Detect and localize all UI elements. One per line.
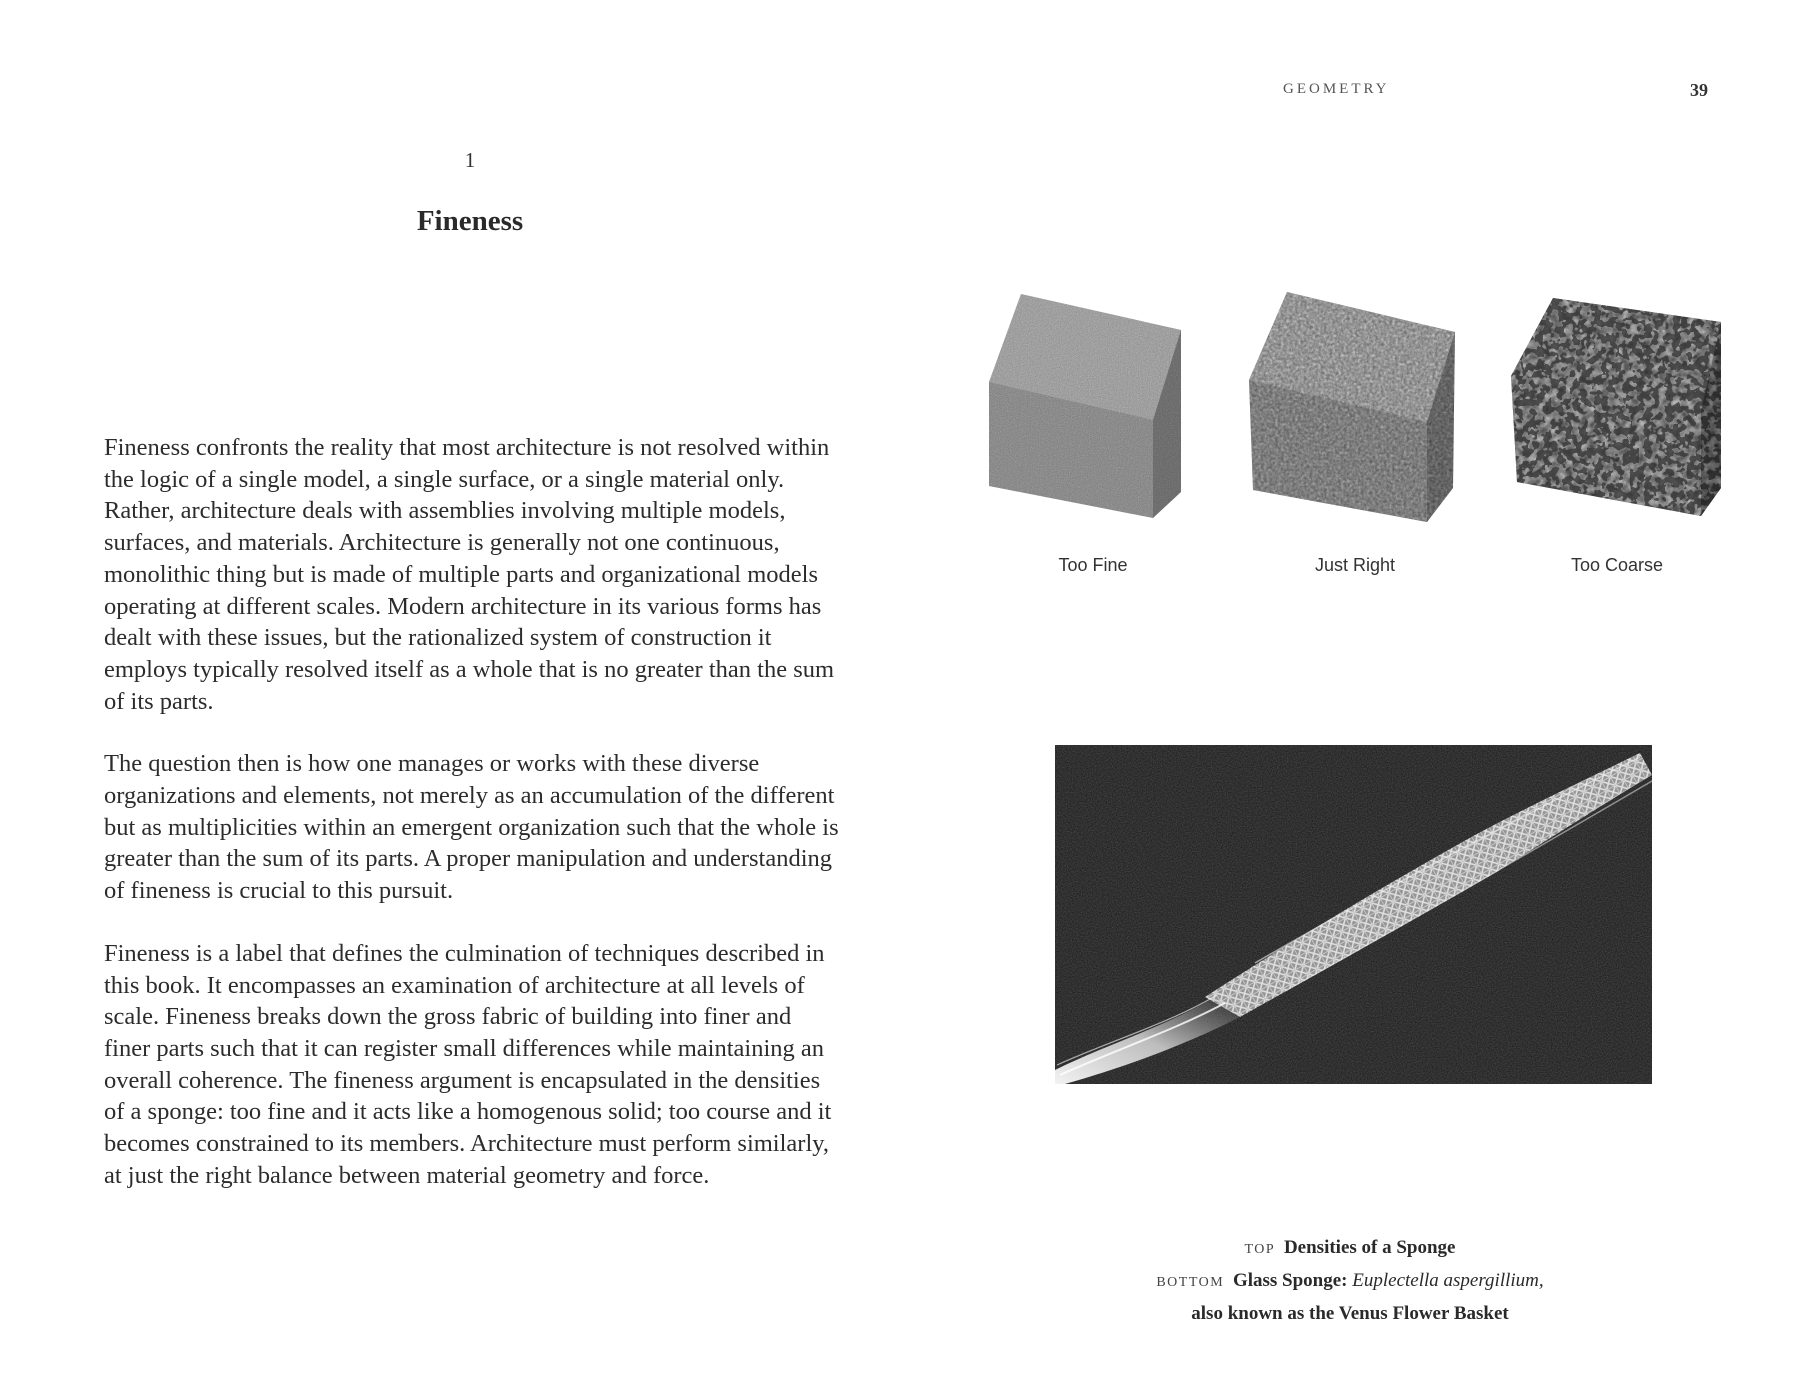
caption-bottom-title: Glass Sponge: [1232,1270,1348,1291]
sponge-label-too-coarse: Too Coarse [1570,555,1664,575]
sponge-too-coarse-image [1509,292,1725,522]
sponge-label-too-fine: Too Fine [1058,555,1128,575]
caption-bottom-species: Euplectella aspergillium, [1352,1270,1544,1291]
caption-bottom-aka [1090,1298,1610,1329]
paragraph-3: Fineness is a label that defines the culmination of techniques described in this book. It encompasses an examination of architecture at all levels of scale. Fineness breaks down the gross fabric of building into finer and finer parts such that it can register small differences while maintaining an overall coherence. The fineness argument is encapsulated in the densities of a sponge: too fine and it acts like a homogenous solid; too course and it becomes constrained to its members. Architecture must perform similarly, at just the right balance between material geometry and force. [104,939,832,1189]
glass-sponge-photo [1055,745,1652,1084]
running-head: GEOMETRY [1283,81,1390,97]
paragraph-2: The question then is how one manages or works with these diverse organizations and elements, not merely as an accumulation of the different but as multiplicities within an emergent organization such that the whole is greater than the sum of its parts. A proper manipulation and understanding of fineness is crucial to this pursuit. [104,750,839,905]
caption-bottom-aka-text: also known as the Venus Flower Basket [1191,1303,1509,1324]
caption-top-label: TOP [1244,1242,1276,1257]
sponge-too-fine-image [985,292,1201,522]
caption-bottom-label: BOTTOM [1156,1275,1225,1290]
sponge-too-coarse [1509,292,1725,575]
glass-sponge-image [1055,745,1652,1084]
body-text [104,432,839,1222]
sponge-densities-figure [985,292,1725,582]
sponge-just-right-image [1247,292,1463,522]
caption-bottom-line [1090,1265,1610,1298]
sponge-too-fine [985,292,1201,575]
figure-caption [1090,1232,1610,1329]
chapter-number: 1 [464,148,476,172]
sponge-label-just-right: Just Right [1314,555,1396,575]
caption-top-line [1090,1232,1610,1265]
caption-top-title: Densities of a Sponge [1283,1237,1456,1258]
sponge-just-right [1247,292,1463,575]
paragraph-1: Fineness confronts the reality that most architecture is not resolved within the logic of a single model, a single surface, or a single material only. Rather, architecture deals with assemblies involving multiple models, surfaces, and materials. Architecture is generally not one continuous, monolithic thing but is made of multiple parts and organizational models operating at different scales. Modern architecture in its various forms has dealt with these issues, but the rationalized system of construction it employs typically resolved itself as a whole that is no greater than the sum of its parts. [104,434,835,715]
page-number: 39 [1690,80,1708,100]
chapter-title: Fineness [416,205,524,237]
